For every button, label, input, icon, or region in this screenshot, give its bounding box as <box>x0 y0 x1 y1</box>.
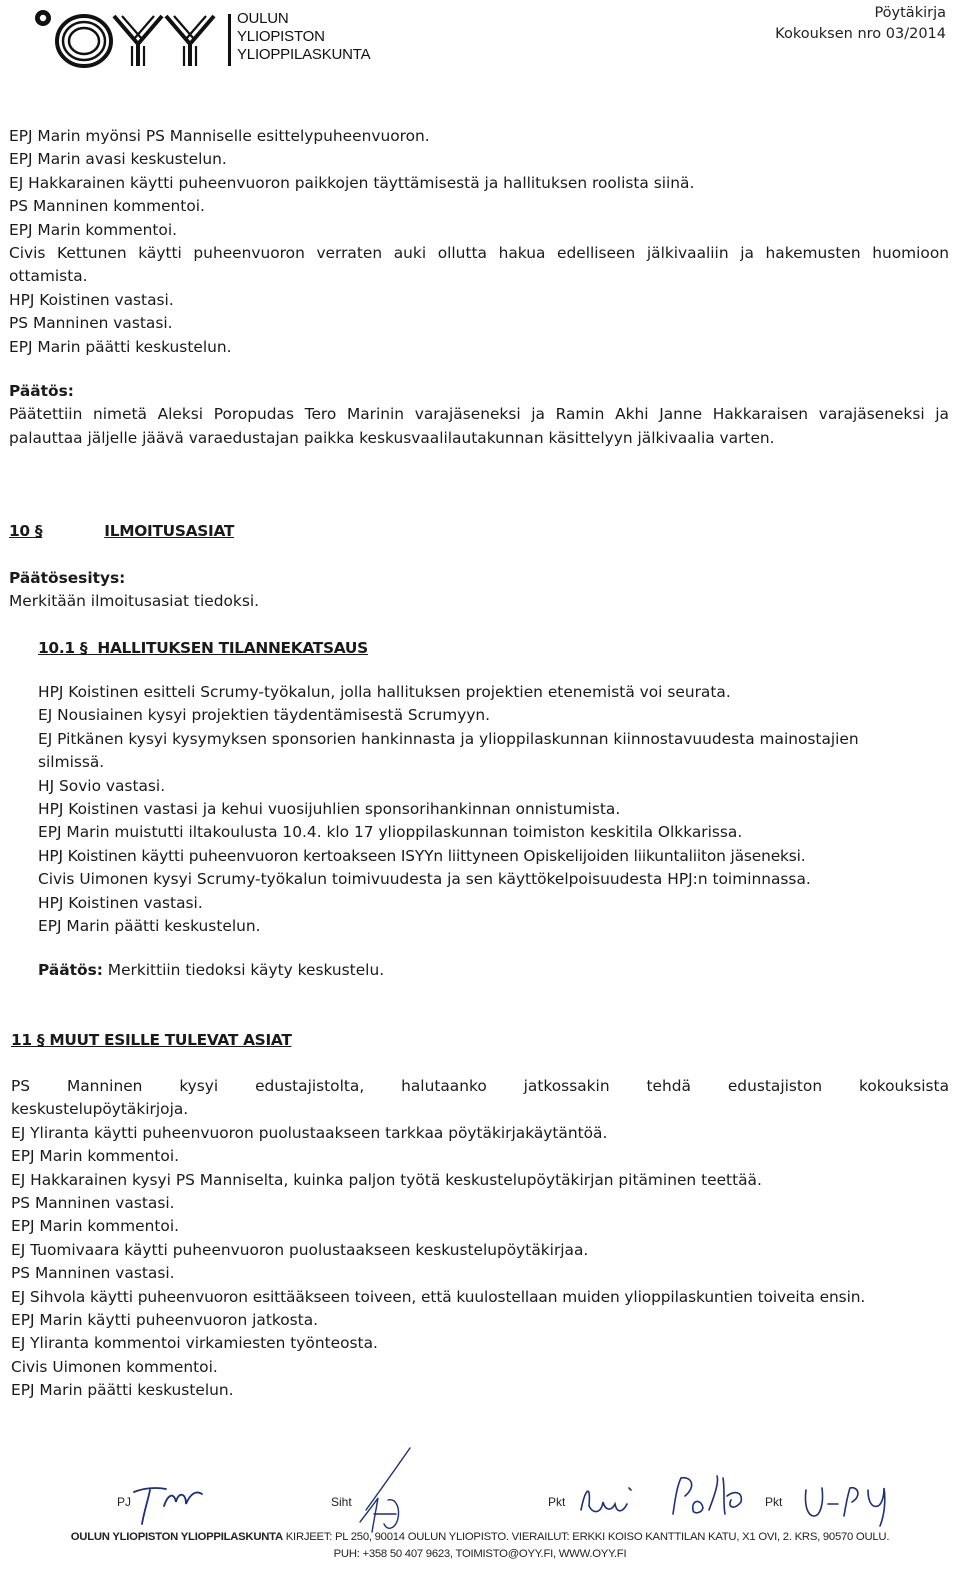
minutes-line: EJ Hakkarainen käytti puheenvuoron paikkojen täyttämisestä ja hallituksen roolista siinä. <box>9 173 695 192</box>
section9-decision <box>9 380 949 450</box>
minutes-line: PS Manninen vastasi. <box>9 314 173 333</box>
section10-proposal <box>9 567 949 614</box>
decision-label: Päätös: <box>9 382 74 400</box>
org-line-1: OULUN <box>237 10 289 27</box>
minutes-line: EJ Yliranta kommentoi virkamiesten työnteosta. <box>11 1334 378 1353</box>
minutes-line: EPJ Marin päätti keskustelun. <box>9 337 232 356</box>
section9-discussion <box>9 125 949 359</box>
section11 <box>11 1029 949 1052</box>
minutes-line: PS Manninen kysyi edustajistolta, halutaanko jatkossakin tehdä edustajiston kokouksista keskustelupöytäkirjoja. <box>11 1077 949 1119</box>
section-number: 11 § <box>11 1031 45 1049</box>
footer-address: KIRJEET: PL 250, 90014 OULUN YLIOPISTO. VIERAILUT: ERKKI KOISO KANTTILAN KATU, X1 OVI, 2. KRS, 90570 OULU. <box>285 1531 890 1543</box>
minutes-line: EPJ Marin kommentoi. <box>11 1217 180 1236</box>
section-title: MUUT ESILLE TULEVAT ASIAT <box>49 1031 292 1049</box>
section-title: HALLITUKSEN TILANNEKATSAUS <box>97 639 368 657</box>
document-type: Pöytäkirja <box>874 5 946 21</box>
examiner2-label: Pkt <box>765 1495 783 1509</box>
proposal-label: Päätösesitys: <box>9 569 126 587</box>
minutes-line: Civis Uimonen kommentoi. <box>11 1357 218 1376</box>
meeting-number: Kokouksen nro 03/2014 <box>775 26 946 42</box>
minutes-line: EJ Yliranta käytti puheenvuoron puolustaakseen tarkkaa pöytäkirjakäytäntöä. <box>11 1123 608 1142</box>
section-title: ILMOITUSASIAT <box>104 522 235 540</box>
minutes-line: EPJ Marin käytti puheenvuoron jatkosta. <box>11 1311 319 1330</box>
minutes-line: EPJ Marin muistutti iltakoulusta 10.4. klo 17 ylioppilaskunnan toimiston keskitila Olkkarissa. <box>38 823 743 842</box>
footer-contact: PUH: +358 50 407 9623, TOIMISTO@OYY.FI, WWW.OYY.FI <box>333 1548 627 1560</box>
chair-label: PJ <box>117 1495 132 1509</box>
organization-name <box>237 10 370 64</box>
minutes-line: Civis Uimonen kysyi Scrumy-työkalun toimivuudesta ja sen käyttökelpoisuudesta HPJ:n toiminnassa. <box>38 870 811 889</box>
section11-discussion <box>11 1075 949 1403</box>
footer-org: OULUN YLIOPISTON YLIOPPILASKUNTA <box>70 1531 283 1543</box>
minutes-line: HPJ Koistinen vastasi ja kehui vuosijuhlien sponsorihankinnan onnistumista. <box>38 800 621 819</box>
minutes-line: EPJ Marin kommentoi. <box>9 220 178 239</box>
minutes-line: EJ Pitkänen kysyi kysymyksen sponsorien hankinnasta ja ylioppilaskunnan kiinnostavuudesta mainostajien silmissä. <box>38 729 859 772</box>
minutes-line: EPJ Marin päätti keskustelun. <box>38 917 261 936</box>
minutes-line: EPJ Marin päätti keskustelun. <box>11 1381 234 1400</box>
minutes-line: EPJ Marin myönsi PS Manniselle esittelypuheenvuoron. <box>9 127 430 145</box>
minutes-line: EJ Hakkarainen kysyi PS Manniselta, kuinka paljon työtä keskustelupöytäkirjan pitäminen teettää. <box>11 1170 762 1189</box>
minutes-line: Civis Kettunen käytti puheenvuoron verraten auki ollutta hakua edelliseen jälkivaaliin ja hakemusten huomioon ottamista. <box>9 244 949 286</box>
decision-text: Päätettiin nimetä Aleksi Poropudas Tero Marinin varajäseneksi ja Ramin Akhi Janne Hakkaraisen varajäseneksi ja palauttaa jäljelle jäävä varaedustajan paikka keskusvaalilautakunnan käsittelyyn jälkivaalia varten. <box>9 405 949 447</box>
section10-1 <box>38 637 948 660</box>
examiner1-label: Pkt <box>548 1495 566 1509</box>
oyy-logo <box>34 6 234 68</box>
section10-1-decision <box>38 959 948 982</box>
minutes-line: EJ Tuomivaara käytti puheenvuoron puolustaakseen keskustelupöytäkirjaa. <box>11 1240 589 1259</box>
minutes-line: PS Manninen vastasi. <box>11 1194 175 1213</box>
minutes-line: EJ Sihvola käytti puheenvuoron esittääkseen toiveen, että kuulostellaan muiden ylioppilaskuntien toiveita ensin. <box>11 1287 866 1306</box>
section-number: 10.1 § <box>38 639 88 657</box>
section11-heading <box>11 1029 949 1052</box>
section10 <box>9 520 949 543</box>
proposal-text: Merkitään ilmoitusasiat tiedoksi. <box>9 592 260 611</box>
secretary-label: Siht <box>331 1495 352 1509</box>
section10-1-discussion <box>38 681 948 938</box>
minutes-line: PS Manninen kommentoi. <box>9 197 205 216</box>
minutes-line: EPJ Marin avasi keskustelun. <box>9 150 227 169</box>
minutes-line: HJ Sovio vastasi. <box>38 776 166 795</box>
section10-heading <box>9 520 949 543</box>
decision-label: Päätös: <box>38 961 103 979</box>
page-footer <box>0 1529 960 1563</box>
minutes-line: EJ Nousiainen kysyi projektien täydentämisestä Scrumyyn. <box>38 706 491 725</box>
minutes-line: HPJ Koistinen vastasi. <box>9 290 174 309</box>
org-line-2: YLIOPISTON <box>237 28 325 45</box>
examiner2-signature <box>800 1480 900 1532</box>
minutes-line: HPJ Koistinen käytti puheenvuoron kertoakseen ISYYn liittyneen Opiskelijoiden liikuntaliiton jäseneksi. <box>38 846 806 865</box>
org-line-3: YLIOPPILASKUNTA <box>237 46 371 63</box>
minutes-line: PS Manninen vastasi. <box>11 1264 175 1283</box>
chair-signature <box>130 1480 220 1528</box>
minutes-line: HPJ Koistinen esitteli Scrumy-työkalun, jolla hallituksen projektien etenemistä voi seurata. <box>38 683 731 701</box>
secretary-signature <box>352 1444 432 1536</box>
minutes-line: HPJ Koistinen vastasi. <box>38 893 203 912</box>
document-meta <box>775 3 946 45</box>
footer-address-line <box>0 1529 960 1546</box>
examiner1-signature <box>575 1470 775 1530</box>
minutes-line: EPJ Marin kommentoi. <box>11 1147 180 1166</box>
section-number: 10 § <box>9 522 43 540</box>
section10-1-heading <box>38 637 948 660</box>
decision-text: Merkittiin tiedoksi käyty keskustelu. <box>107 961 385 979</box>
